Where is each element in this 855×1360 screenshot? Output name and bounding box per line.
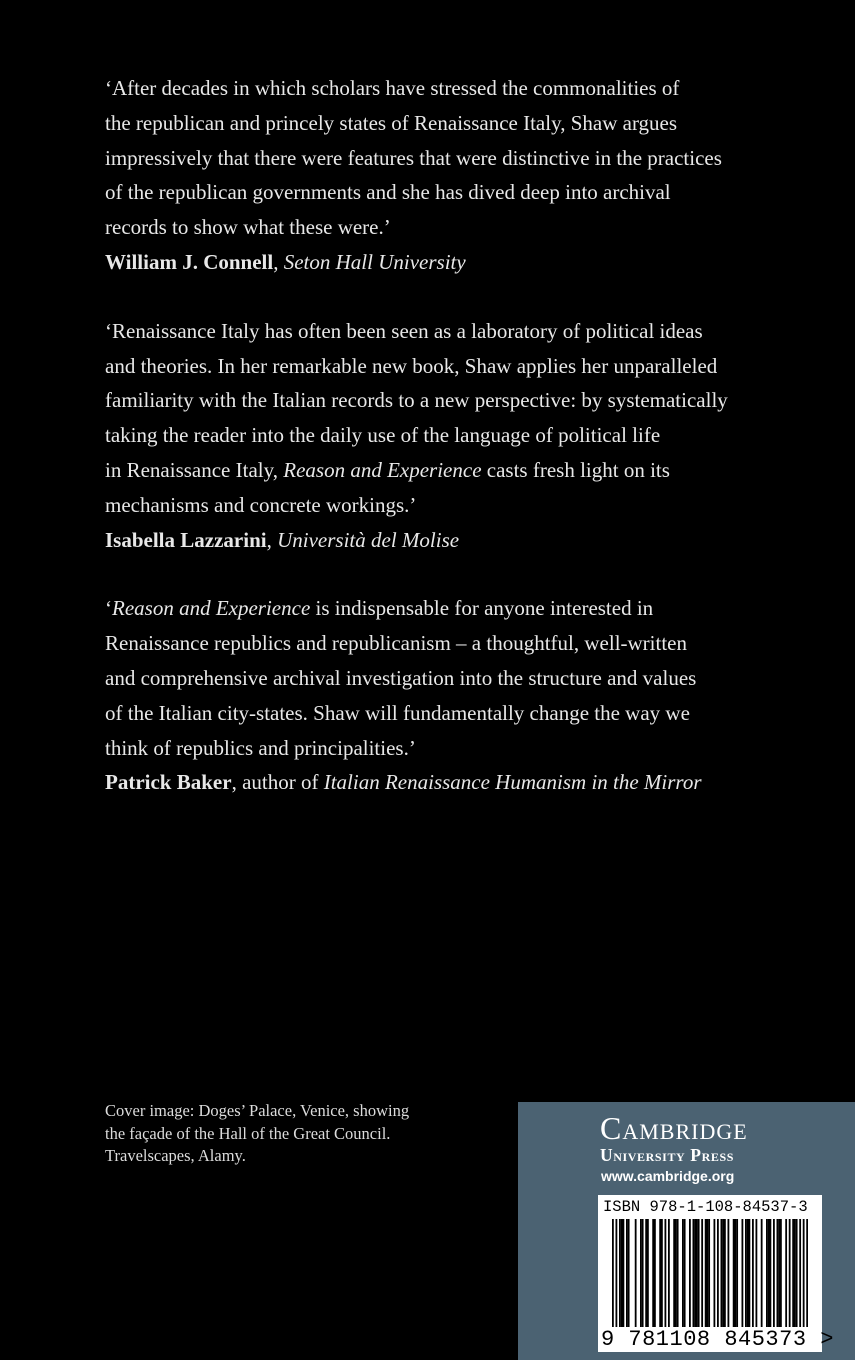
endorser-affiliation: Italian Renaissance Humanism in the Mirror: [323, 770, 702, 795]
quote-line: ‘After decades in which scholars have stressed the commonalities of: [105, 76, 680, 100]
quote-line: ‘Renaissance Italy has often been seen as a laboratory of political ideas: [105, 318, 703, 343]
barcode-bar: [705, 1219, 707, 1327]
barcode-bar: [796, 1219, 798, 1327]
quote-line: and comprehensive archival investigation into the structure and values: [105, 665, 697, 690]
attribution: [105, 245, 805, 280]
barcode-bar: [735, 1219, 737, 1327]
barcode-bar: [708, 1219, 710, 1327]
barcode-bar: [749, 1219, 751, 1327]
quote-line: and theories. In her remarkable new book, Shaw applies her unparalleled: [105, 353, 718, 378]
barcode-bar: [682, 1219, 684, 1327]
endorser-name: Patrick Baker: [105, 770, 232, 795]
barcode-bar: [714, 1219, 716, 1327]
barcode-bar: [777, 1219, 779, 1327]
barcode-bar: [612, 1219, 614, 1327]
barcode-bar: [693, 1219, 695, 1327]
barcode-bar: [665, 1219, 667, 1327]
barcode-bar: [780, 1219, 782, 1327]
barcode-bar: [626, 1219, 628, 1327]
barcode-bar: [747, 1219, 749, 1327]
quote-line: mechanisms and concrete workings.’: [105, 492, 417, 517]
quote-line: taking the reader into the daily use of the language of political life: [105, 423, 661, 448]
barcode-bar: [689, 1219, 691, 1327]
quote-text: [105, 71, 805, 245]
barcode-bar: [619, 1219, 621, 1327]
barcode-bar: [785, 1219, 787, 1327]
barcode-bar: [756, 1219, 758, 1327]
barcode-panel: [598, 1195, 834, 1352]
quote-line: think of republics and principalities.’: [105, 735, 416, 760]
endorser-affiliation: Seton Hall University: [283, 249, 466, 274]
barcode-bar: [733, 1219, 735, 1327]
publisher-block: [518, 1102, 855, 1360]
barcode-bar: [773, 1219, 775, 1327]
quote-line: ‘: [105, 596, 112, 621]
quote-line: casts fresh light on its: [481, 457, 670, 482]
attribution-separator: ,: [273, 249, 284, 274]
barcode-bar: [768, 1219, 770, 1327]
barcode-bar: [675, 1219, 677, 1327]
quote-line: is indispensable for anyone interested in: [310, 596, 654, 621]
barcode-bar: [696, 1219, 698, 1327]
credit-line: the façade of the Hall of the Great Council.: [105, 1123, 391, 1143]
barcode-bar: [677, 1219, 679, 1327]
publisher-name: Cambridge: [600, 1110, 748, 1146]
attribution: [105, 765, 805, 800]
endorsement-connell: [105, 71, 805, 280]
barcode-bar: [635, 1219, 637, 1327]
barcode-bar: [803, 1219, 805, 1327]
attribution-separator: , author of: [231, 770, 324, 795]
quote-line: records to show what these were.’: [105, 215, 391, 240]
barcode-bar: [745, 1219, 747, 1327]
barcode-bar: [647, 1219, 649, 1327]
barcode-bar: [652, 1219, 654, 1327]
endorsement-lazzarini: [105, 314, 805, 558]
attribution-separator: ,: [266, 527, 278, 552]
quote-line: Renaissance republics and republicanism – a thoughtful, well-written: [105, 631, 688, 656]
barcode-bar: [684, 1219, 686, 1327]
quote-text: [105, 314, 805, 523]
barcode-bar: [721, 1219, 723, 1327]
barcode-bar: [661, 1219, 663, 1327]
barcode-bar: [698, 1219, 700, 1327]
credit-line: Travelscapes, Alamy.: [105, 1146, 246, 1165]
endorser-name: William J. Connell: [105, 249, 274, 274]
barcode-icon: [612, 1219, 808, 1327]
quote-text: [105, 591, 805, 765]
barcode-bar: [724, 1219, 726, 1327]
barcode-bar: [736, 1219, 738, 1327]
quote-line: in Renaissance Italy,: [105, 457, 284, 482]
barcode-bar: [668, 1219, 670, 1327]
barcode-bar: [792, 1219, 794, 1327]
barcode-bar: [770, 1219, 772, 1327]
attribution: [105, 523, 805, 558]
barcode-bar: [728, 1219, 730, 1327]
barcode-bar: [806, 1219, 808, 1327]
barcode-bar: [799, 1219, 801, 1327]
publisher-subtitle: University Press: [600, 1145, 735, 1165]
publisher-subtitle-wrap: [600, 1145, 734, 1166]
barcode-bar: [752, 1219, 754, 1327]
publisher-url: www.cambridge.org: [601, 1168, 735, 1184]
book-title: Reason and Experience: [112, 596, 311, 621]
barcode-bar: [766, 1219, 768, 1327]
cover-image-credit: [105, 1100, 485, 1168]
quote-line: of the republican governments and she has dived deep into archival: [105, 180, 671, 205]
barcode-bar: [794, 1219, 796, 1327]
book-title: Reason and Experience: [283, 457, 482, 482]
barcode-bar: [623, 1219, 625, 1327]
barcode-bar: [701, 1219, 703, 1327]
barcode-bar: [621, 1219, 623, 1327]
quote-line: familiarity with the Italian records to a new perspective: by systematically: [105, 388, 728, 413]
endorsement-baker: [105, 591, 805, 800]
credit-line: Cover image: Doges’ Palace, Venice, showing: [105, 1101, 410, 1120]
barcode-bar: [717, 1219, 719, 1327]
barcode-bar: [640, 1219, 642, 1327]
quote-line: impressively that there were features that were distinctive in the practices: [105, 145, 722, 170]
endorser-affiliation: Università del Molise: [277, 527, 460, 552]
barcode-bar: [707, 1219, 709, 1327]
barcode-bar: [761, 1219, 763, 1327]
barcode-bar: [659, 1219, 661, 1327]
barcode-bar: [642, 1219, 644, 1327]
barcode-bar: [778, 1219, 780, 1327]
barcode-bar: [742, 1219, 744, 1327]
barcode-bar: [673, 1219, 675, 1327]
barcode-bar: [616, 1219, 618, 1327]
quote-line: the republican and princely states of Renaissance Italy, Shaw argues: [105, 110, 678, 135]
endorsements: [105, 71, 805, 834]
isbn-label: ISBN 978-1-108-84537-3: [603, 1198, 808, 1216]
barcode-digits: 9 781108 845373 >: [601, 1327, 834, 1352]
barcode-bar: [694, 1219, 696, 1327]
quote-line: of the Italian city-states. Shaw will fundamentally change the way we: [105, 700, 690, 725]
barcode-bar: [789, 1219, 791, 1327]
barcode-bar: [722, 1219, 724, 1327]
barcode-bar: [645, 1219, 647, 1327]
barcode-bar: [628, 1219, 630, 1327]
barcode-bar: [654, 1219, 656, 1327]
publisher-logo-wordmark: [600, 1110, 748, 1147]
endorser-name: Isabella Lazzarini: [105, 527, 267, 552]
